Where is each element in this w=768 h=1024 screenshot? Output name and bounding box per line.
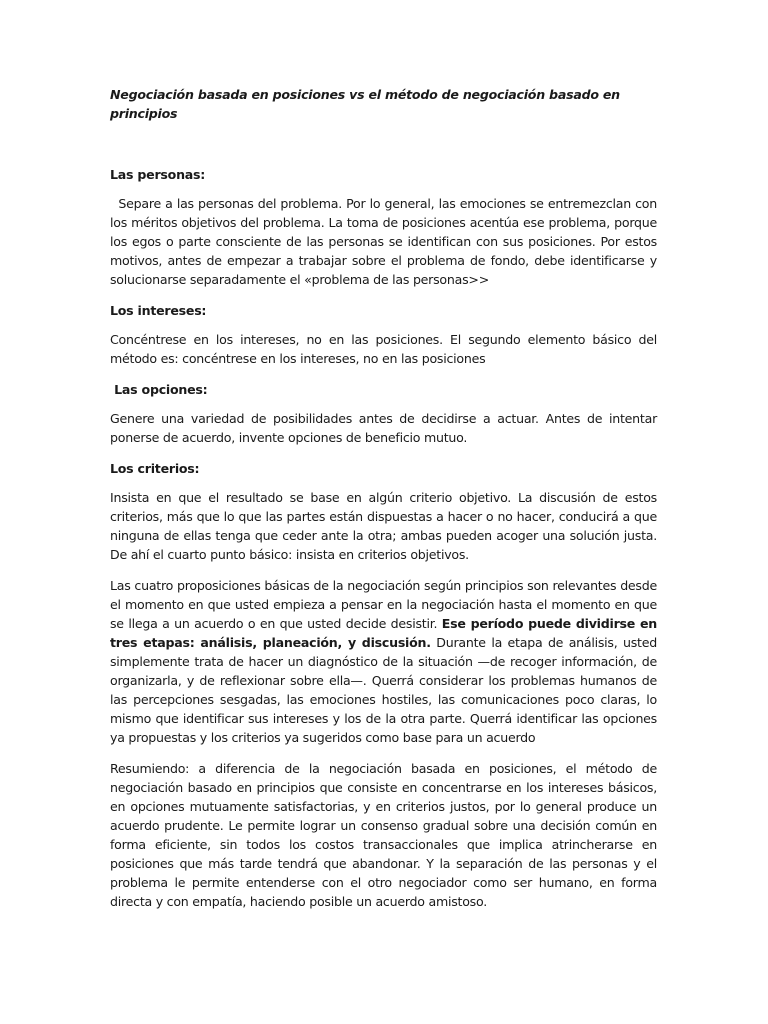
paragraph-cuatro-part2: Durante la etapa de análisis, usted simplemente trata de hacer un diagnóstico de la situación —de recoger información, de organizarla, y de reflexionar sobre ella—. Querrá considerar los problemas humanos de las percepciones sesgadas, las emociones hostiles, las comunicaciones poco claras, lo mismo que identificar sus intereses y los de la otra parte. Querrá identificar las opciones ya propuestas y los criterios ya sugeridos como base para un acuerdo [110, 635, 657, 745]
paragraph-opciones: Genere una variedad de posibilidades antes de decidirse a actuar. Antes de intentar ponerse de acuerdo, invente opciones de beneficio mutuo. [110, 411, 657, 445]
paragraph-criterios: Insista en que el resultado se base en algún criterio objetivo. La discusión de estos criterios, más que lo que las partes están dispuestas a hacer o no hacer, conducirá a que ninguna de ellas tenga que ceder ante la otra; ambas pueden acoger una solución justa. De ahí el cuarto punto básico: insista en criterios objetivos. [110, 490, 657, 562]
heading-personas: Las personas: [110, 167, 206, 182]
paragraph-resumen: Resumiendo: a diferencia de la negociación basada en posiciones, el método de negociación basado en principios que consiste en concentrarse en los intereses básicos, en opciones mutuamente satisfactorias, y en criterios justos, por lo general produce un acuerdo prudente. Le permite lograr un consenso gradual sobre una decisión común en forma eficiente, sin todos los costos transaccionales que implica atrincherarse en posiciones que más tarde tendrá que abandonar. Y la separación de las personas y el problema le permite entenderse con el otro negociador como ser humano, en forma directa y con empatía, haciendo posible un acuerdo amistoso. [110, 761, 657, 909]
paragraph-cuatro-bold: Ese período puede dividirse en tres etapas: análisis, planeación, y discusión. [110, 616, 658, 650]
heading-opciones: Las opciones: [110, 382, 208, 397]
paragraph-cuatro-proposiciones [110, 576, 657, 747]
heading-criterios: Los criterios: [110, 461, 200, 476]
document-body [110, 85, 661, 911]
heading-intereses: Los intereses: [110, 303, 207, 318]
document-title: Negociación basada en posiciones vs el método de negociación basado en principios [110, 87, 620, 121]
paragraph-intereses: Concéntrese en los intereses, no en las posiciones. El segundo elemento básico del método es: concéntrese en los intereses, no en las posiciones [110, 332, 657, 366]
paragraph-cuatro-part1: Las cuatro proposiciones básicas de la negociación según principios son relevantes desde el momento en que usted empieza a pensar en la negociación hasta el momento en que se llega a un acuerdo o en que usted decide desistir. [110, 578, 657, 631]
paragraph-personas: Separe a las personas del problema. Por lo general, las emociones se entremezclan con los méritos objetivos del problema. La toma de posiciones acentúa ese problema, porque los egos o parte consciente de las personas se identifican con sus posiciones. Por estos motivos, antes de empezar a trabajar sobre el problema de fondo, debe identificarse y solucionarse separadamente el «problema de las personas>> [110, 196, 661, 287]
